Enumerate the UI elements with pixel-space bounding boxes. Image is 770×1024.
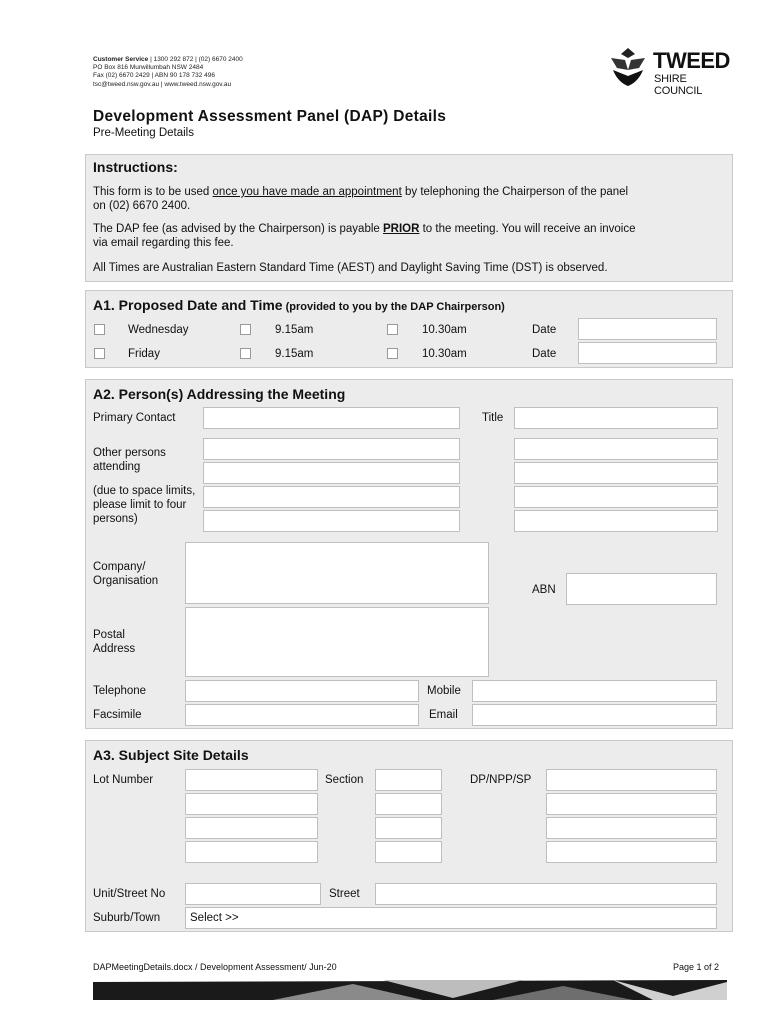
email-input[interactable] [472, 704, 717, 726]
footer-document-ref: DAPMeetingDetails.docx / Development Assessment/ Jun-20 [93, 962, 337, 972]
company-label: Company/ Organisation [93, 561, 159, 587]
unit-street-no-label: Unit/Street No [93, 888, 166, 900]
p1-text-a: This form is to be used [93, 186, 213, 198]
section-a2 [85, 379, 733, 729]
friday-checkbox[interactable] [94, 348, 105, 359]
section-a3 [85, 740, 733, 932]
contact-details [93, 56, 243, 89]
other-person-4-input[interactable] [203, 510, 460, 532]
email-web-line: tsc@tweed.nsw.gov.au | www.tweed.nsw.gov.au [93, 80, 232, 88]
dp-input-2[interactable] [546, 793, 717, 815]
a1-heading-note: (provided to you by the DAP Chairperson) [282, 301, 505, 313]
dp-input-3[interactable] [546, 817, 717, 839]
wednesday-date-input[interactable] [578, 318, 717, 340]
logo-wordmark: TWEED [653, 48, 730, 73]
other-person-2-title-input[interactable] [514, 462, 718, 484]
section-a1 [85, 290, 733, 368]
street-input[interactable] [375, 883, 717, 905]
unit-street-no-input[interactable] [185, 883, 321, 905]
section-input-4[interactable] [375, 841, 442, 863]
p1-text-c: on (02) 6670 2400. [93, 200, 191, 212]
mobile-label: Mobile [427, 685, 461, 697]
suburb-town-label: Suburb/Town [93, 912, 161, 924]
wednesday-checkbox[interactable] [94, 324, 105, 335]
fax-abn-line: Fax (02) 6670 2429 | ABN 90 178 732 496 [93, 72, 216, 80]
postal-address-input[interactable] [185, 607, 489, 677]
section-label: Section [325, 774, 364, 786]
wednesday-915-label: 9.15am [275, 324, 314, 336]
p1-text-b: by telephoning the Chairperson of the panel [401, 186, 629, 198]
lot-number-input-1[interactable] [185, 769, 318, 791]
telephone-label: Telephone [93, 685, 147, 697]
p2-text-a: The DAP fee (as advised by the Chairperson) is payable [93, 223, 383, 235]
wednesday-label: Wednesday [128, 324, 189, 336]
space-limit-note: (due to space limits, please limit to four persons) [93, 485, 196, 525]
lot-number-label: Lot Number [93, 774, 154, 786]
postal-address-label: Postal Address [93, 629, 136, 655]
section-input-2[interactable] [375, 793, 442, 815]
instructions-heading: Instructions: [93, 159, 178, 175]
company-input[interactable] [185, 542, 489, 604]
postal-line: PO Box 816 Murwillumbah NSW 2484 [93, 64, 204, 72]
other-persons-label: Other persons attending [93, 447, 166, 473]
a2-heading: A2. Person(s) Addressing the Meeting [93, 386, 346, 402]
facsimile-label: Facsimile [93, 709, 142, 721]
a3-heading: A3. Subject Site Details [93, 747, 249, 763]
customer-service-label: Customer Service [93, 56, 149, 63]
instructions-paragraph-2 [93, 222, 723, 250]
lot-number-input-2[interactable] [185, 793, 318, 815]
instructions-paragraph-3: All Times are Australian Eastern Standard Time (AEST) and Daylight Saving Time (DST) is observed. [93, 262, 608, 274]
dp-input-4[interactable] [546, 841, 717, 863]
wednesday-date-label: Date [532, 324, 557, 336]
p2-text-c: via email regarding this fee. [93, 237, 234, 249]
email-label: Email [429, 709, 458, 721]
other-person-3-title-input[interactable] [514, 486, 718, 508]
footer-decorative-band [93, 976, 727, 1000]
lot-number-input-3[interactable] [185, 817, 318, 839]
mobile-input[interactable] [472, 680, 717, 702]
p1-underlined: once you have made an appointment [212, 186, 402, 198]
title-label: Title [482, 412, 504, 424]
dp-label: DP/NPP/SP [470, 774, 532, 786]
footer-page-number: Page 1 of 2 [673, 962, 720, 972]
title-input[interactable] [514, 407, 718, 429]
a1-heading-text: A1. Proposed Date and Time [93, 297, 283, 313]
friday-1030-checkbox[interactable] [387, 348, 398, 359]
abn-input[interactable] [566, 573, 717, 605]
section-input-3[interactable] [375, 817, 442, 839]
other-person-2-input[interactable] [203, 462, 460, 484]
wednesday-1030-checkbox[interactable] [387, 324, 398, 335]
friday-date-label: Date [532, 348, 557, 360]
friday-915-checkbox[interactable] [240, 348, 251, 359]
abn-label: ABN [532, 584, 556, 596]
friday-label: Friday [128, 348, 160, 360]
a1-heading [93, 297, 505, 313]
other-person-4-title-input[interactable] [514, 510, 718, 532]
instructions-panel [85, 154, 733, 282]
other-person-1-title-input[interactable] [514, 438, 718, 460]
primary-contact-input[interactable] [203, 407, 460, 429]
friday-915-label: 9.15am [275, 348, 314, 360]
tweed-logo [607, 46, 732, 97]
dp-input-1[interactable] [546, 769, 717, 791]
lot-number-input-4[interactable] [185, 841, 318, 863]
wednesday-915-checkbox[interactable] [240, 324, 251, 335]
telephone-input[interactable] [185, 680, 419, 702]
suburb-town-select[interactable]: Select >> [185, 907, 717, 929]
customer-service-phones: | 1300 292 872 | (02) 6670 2400 [148, 56, 243, 63]
primary-contact-label: Primary Contact [93, 412, 176, 424]
p2-text-b: to the meeting. You will receive an invoice [419, 223, 636, 235]
page-subtitle: Pre-Meeting Details [93, 127, 194, 139]
friday-date-input[interactable] [578, 342, 717, 364]
facsimile-input[interactable] [185, 704, 419, 726]
page-title: Development Assessment Panel (DAP) Details [93, 108, 447, 125]
logo-emblem-icon [607, 46, 649, 88]
other-person-3-input[interactable] [203, 486, 460, 508]
logo-subtitle: SHIRE COUNCIL [654, 73, 703, 97]
section-input-1[interactable] [375, 769, 442, 791]
prior-emphasis: PRIOR [383, 223, 420, 235]
friday-1030-label: 10.30am [422, 348, 467, 360]
other-person-1-input[interactable] [203, 438, 460, 460]
wednesday-1030-label: 10.30am [422, 324, 467, 336]
instructions-paragraph-1 [93, 185, 723, 213]
street-label: Street [329, 888, 360, 900]
